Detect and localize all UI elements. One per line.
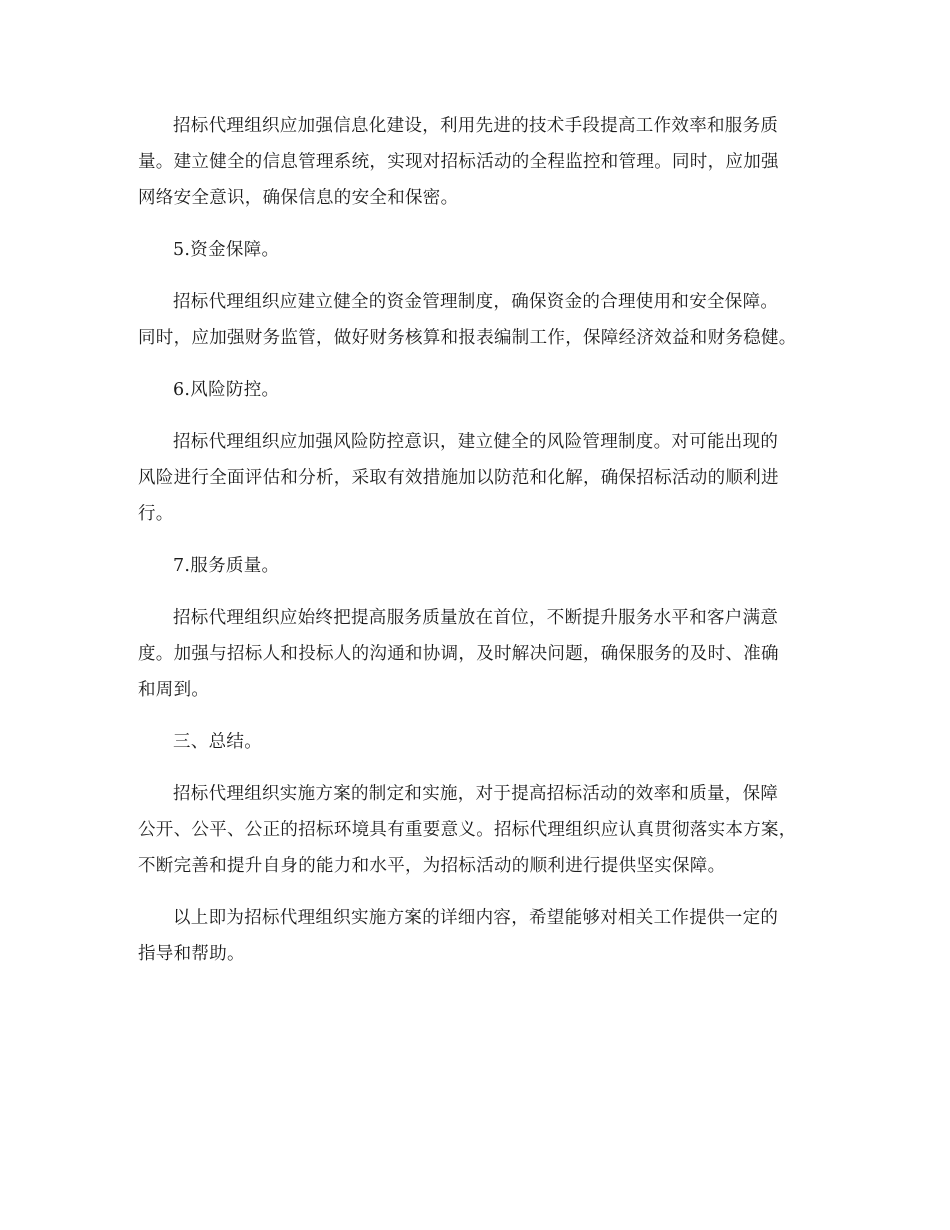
document-body xyxy=(138,108,822,988)
paragraph-service: 招标代理组织应始终把提高服务质量放在首位，不断提升服务水平和客户满意 度。加强与招标人和投标人的沟通和协调，及时解决问题，确保服务的及时、准确 和周到。 xyxy=(138,608,779,700)
section-heading-service: 7.服务质量。 xyxy=(173,556,280,576)
paragraph-info-construction: 招标代理组织应加强信息化建设，利用先进的技术手段提高工作效率和服务质 量。建立健全的信息管理系统，实现对招标活动的全程监控和管理。同时，应加强 网络安全意识，确保信息的安全和保密。 xyxy=(138,116,779,208)
section-heading-summary: 三、总结。 xyxy=(173,732,262,752)
paragraph-closing: 以上即为招标代理组织实施方案的详细内容，希望能够对相关工作提供一定的 指导和帮助。 xyxy=(138,908,779,964)
paragraph-summary: 招标代理组织实施方案的制定和实施，对于提高招标活动的效率和质量，保障 公开、公平、公正的招标环境具有重要意义。招标代理组织应认真贯彻落实本方案， 不断完善和提升自身的能力和水平，为招标活动的顺利进行提供坚实保障。 xyxy=(138,784,797,876)
paragraph-risk: 招标代理组织应加强风险防控意识，建立健全的风险管理制度。对可能出现的 风险进行全面评估和分析，采取有效措施加以防范和化解，确保招标活动的顺利进 行。 xyxy=(138,432,779,524)
paragraph-funding: 招标代理组织应建立健全的资金管理制度，确保资金的合理使用和安全保障。 同时，应加强财务监管，做好财务核算和报表编制工作，保障经济效益和财务稳健。 xyxy=(138,292,797,348)
section-heading-funding: 5.资金保障。 xyxy=(173,240,280,260)
section-heading-risk: 6.风险防控。 xyxy=(173,380,280,400)
